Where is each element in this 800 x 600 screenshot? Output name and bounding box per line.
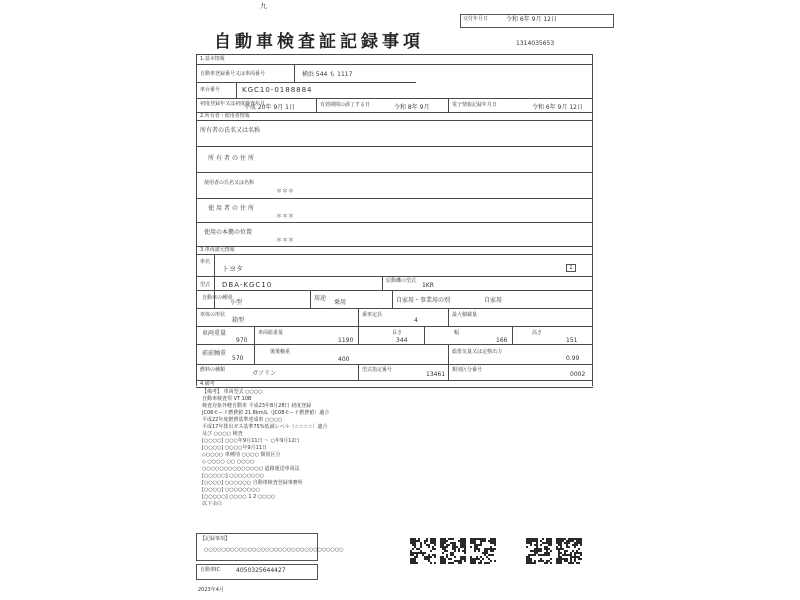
rule — [196, 387, 593, 388]
disp-label: 総排気量又は定格出力 — [452, 349, 503, 355]
issue-date-value: 令和 6年 9月 12日 — [506, 16, 557, 23]
memo-label: 【記録事項】 — [200, 536, 231, 542]
note-line: ◇○○○○ 車種別 ○○○○ 類別区分 — [202, 452, 281, 458]
rule — [196, 120, 593, 121]
note-line: [○○○○] ○○○○○○○○ — [202, 487, 260, 493]
maker-value: トヨタ — [222, 265, 243, 273]
hgt-value: 151 — [566, 337, 578, 344]
note-line: 以下余白 — [202, 501, 223, 507]
cat-value: 0002 — [570, 371, 586, 378]
axle-value: 570 — [232, 355, 244, 362]
chassis-label: 車台番号 — [200, 87, 221, 93]
qr-code-2 — [440, 538, 466, 564]
qr-code-5 — [556, 538, 582, 564]
maker-label: 車名 — [200, 259, 211, 265]
use-value: 乗用 — [334, 299, 347, 306]
inspection-record-sheet — [186, 0, 616, 600]
cat-label: 類別区分番号 — [452, 367, 483, 373]
memo-text: ○○○○○○○○○○○○○○○○○○○○○○○○○○○○○○○○ — [204, 547, 344, 553]
expiry-value: 令和 8年 9月 — [394, 104, 430, 111]
model-label: 型式 — [200, 282, 211, 288]
document-serial: 1314035653 — [516, 40, 555, 47]
section1-label: 1.基本情報 — [200, 56, 225, 62]
disp-value: 0.99 — [566, 355, 580, 362]
rule — [382, 276, 383, 290]
gross-value: 1190 — [338, 337, 354, 344]
gross-label: 車両総重量 — [258, 330, 284, 336]
rule — [196, 98, 593, 99]
qr-code-1 — [410, 538, 436, 564]
bottom-code: 2023年4月 — [198, 587, 224, 593]
first-reg-value: 平成 20年 9月 1日 — [244, 104, 295, 111]
note-line: [○○○○○] ○○○○ 1 2 ○○○○ — [202, 494, 276, 500]
owner-name-label: 所有者の氏名又は名称 — [200, 127, 261, 134]
rule — [512, 326, 513, 344]
expiry-label: 有効期間の満了する日 — [320, 102, 371, 108]
user-name-label: 使用者の氏名又は名称 — [204, 180, 255, 186]
rule — [196, 326, 593, 327]
axle-fr-label: 後後軸重 — [270, 349, 291, 355]
reg-number-label: 自動車登録番号又は車両番号 — [200, 71, 266, 77]
engine-value: 1KR — [422, 282, 434, 289]
first-reg-label: 初度登録年又は初度検査年月 — [200, 101, 266, 107]
rule — [448, 98, 449, 112]
rule — [358, 326, 359, 344]
cap-value: 4 — [414, 317, 418, 324]
frame-top — [196, 54, 593, 55]
use-label: 用途 — [314, 295, 327, 302]
rule — [196, 290, 593, 291]
rule — [358, 308, 359, 326]
rule — [424, 326, 425, 344]
section4-label: 4.備考 — [200, 381, 215, 387]
rule — [392, 290, 393, 308]
user-addr-label: 使用者の住所 — [208, 205, 257, 212]
rule — [196, 82, 416, 83]
axle-r-value: 400 — [338, 356, 350, 363]
rule — [310, 290, 311, 308]
note-line: [○○○○] ○○○年9月11日 ～ ○年9月12日 — [202, 438, 300, 444]
load-label: 最大積載量 — [452, 312, 478, 318]
rule — [196, 246, 593, 247]
note-line: [○○○○] ○○○○○○ 自動車検査登録事務所 — [202, 480, 303, 486]
engine-label: 原動機の型式 — [386, 278, 417, 284]
note-line: [○○○○○] ○○○○○○○○ — [202, 473, 265, 479]
body-value: 箱型 — [232, 317, 245, 324]
class-label: 型式指定番号 — [362, 367, 393, 373]
rule — [196, 222, 593, 223]
maker-code: 1 — [566, 264, 576, 272]
rule — [316, 98, 317, 112]
rule — [294, 64, 295, 82]
rule — [196, 198, 593, 199]
len-label: 長さ — [392, 330, 403, 336]
rule — [448, 364, 449, 380]
frame-left — [196, 54, 197, 386]
rule — [196, 112, 593, 113]
rule — [196, 254, 593, 255]
rule — [196, 64, 593, 65]
base-value: ＊＊＊ — [276, 237, 295, 244]
issue-date-label: 交付年月日 — [463, 16, 489, 22]
rule — [196, 276, 593, 277]
rule — [196, 380, 593, 381]
model-value: DBA-KGC10 — [222, 281, 273, 289]
user-addr-value: ＊＊＊ — [276, 213, 295, 220]
reg-number-value: 横浜 544 も 1117 — [302, 71, 353, 78]
cap-label: 乗車定員 — [362, 312, 383, 318]
fuel-label: 燃料の種類 — [200, 367, 226, 373]
class-value: 13461 — [426, 371, 446, 378]
note-line: 及び ○○○○ 検査 — [202, 431, 243, 437]
note-line: 平成22年度燃費基準達成車 ○○○○ — [202, 417, 283, 423]
header-mark: 九 — [260, 2, 267, 10]
notes-list — [202, 390, 502, 509]
rule — [254, 344, 255, 364]
purpose-value: 自家用 — [484, 297, 503, 304]
rule — [358, 364, 359, 380]
note-line: 自動車検査票 VT 10B — [202, 396, 252, 402]
fuel-value: ガソリン — [252, 370, 277, 377]
hgt-label: 高さ — [532, 330, 543, 336]
section3-label: 3.車両諸元情報 — [200, 247, 235, 253]
wid-label: 幅 — [454, 330, 460, 336]
qr-code-3 — [470, 538, 496, 564]
rule — [448, 308, 449, 326]
rule — [196, 344, 593, 345]
axle-label: 前前軸重 — [202, 350, 227, 357]
extra-label: 電子情報記録年月日 — [452, 102, 498, 108]
rule — [254, 326, 255, 344]
rule — [236, 82, 237, 98]
rule — [448, 344, 449, 364]
note-line: 平成17年排出ガス基準75%低減レベル（☆☆☆☆）適合 — [202, 424, 328, 430]
ic-label: 自動車IC — [200, 567, 220, 573]
purpose-label: 自家用・事業用の別 — [396, 297, 451, 304]
note-line: 検査対象外軽自動車 平成23年8月28日 初度登録 — [202, 403, 312, 409]
frame-right — [592, 54, 593, 386]
weight-label: 車両重量 — [202, 330, 227, 337]
section2-label: 2.所有者・使用者情報 — [200, 113, 250, 119]
rule — [196, 172, 593, 173]
note-line: JC08モード燃費値 21.8km/L（JC08モード燃費値）適合 — [202, 410, 330, 416]
ic-value: 4050325644427 — [236, 567, 286, 574]
type-label: 自動車の種別 — [202, 295, 233, 301]
wid-value: 166 — [496, 337, 508, 344]
body-label: 車体の形状 — [200, 312, 226, 318]
note-line: ○○○○○○○○○○○○○○ 道路運送車両法 — [202, 466, 300, 472]
document-title: 自動車検査証記録事項 — [214, 32, 424, 52]
type-value: 小型 — [230, 299, 243, 306]
rule — [196, 146, 593, 147]
weight-value: 970 — [236, 337, 248, 344]
note-line: [○○○○] ○○○○年9月11日 — [202, 445, 267, 451]
len-value: 344 — [396, 337, 408, 344]
rule — [196, 364, 593, 365]
qr-code-4 — [526, 538, 552, 564]
extra-value: 令和 6年 9月 12日 — [532, 104, 583, 111]
base-label: 使用の本拠の位置 — [204, 229, 253, 236]
chassis-value: KGC10-0188884 — [242, 86, 313, 94]
owner-addr-label: 所有者の住所 — [208, 155, 257, 162]
rule — [196, 308, 593, 309]
user-name-value: ＊＊＊ — [276, 188, 295, 195]
note-line: ◇ ○○○○ ○○ ○○○○ — [202, 459, 255, 465]
note-line: 【備考】 車両型式 ○○○○ — [202, 389, 263, 395]
